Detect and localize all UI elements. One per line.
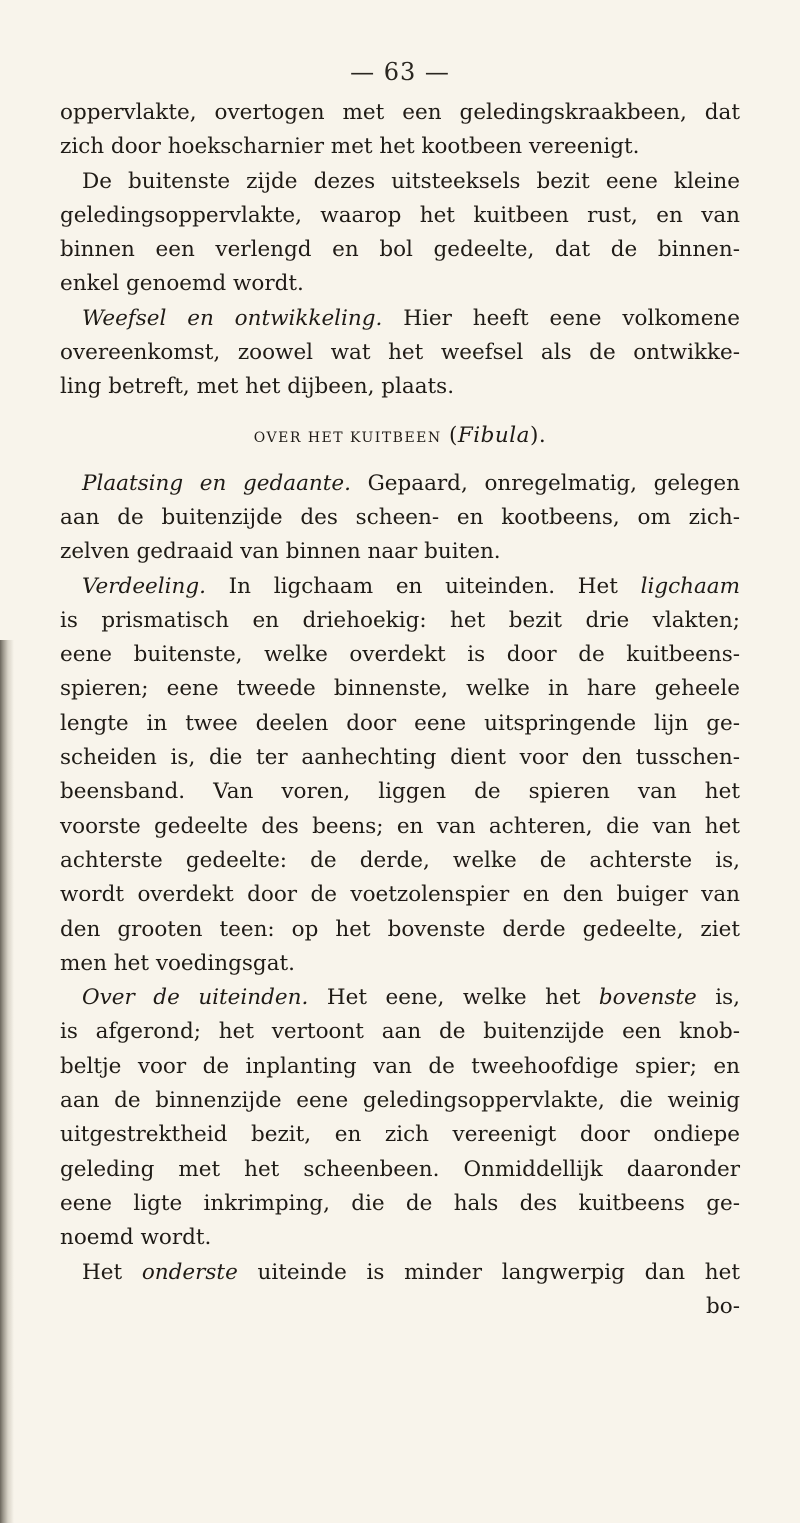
text-line: is afgerond; het vertoont aan de buitenzijde een knob-	[60, 1019, 740, 1045]
text-line	[60, 467, 740, 501]
text-line: De buitenste zijde dezes uitsteeksels bezit eene kleine	[82, 168, 740, 194]
text-run: Het	[82, 1259, 142, 1285]
page-gutter-shadow	[0, 640, 14, 1523]
text-line: binnen een verlengd en bol gedeelte, dat de binnen-	[60, 237, 740, 263]
italic-run: Verdeeling.	[82, 573, 206, 599]
text-line: is prismatisch en driehoekig: het bezit drie vlakten;	[60, 607, 740, 633]
text-line: oppervlakte, overtogen met een geledingskraakbeen, dat	[60, 100, 740, 125]
italic-run: Weefsel en ontwikkeling.	[82, 305, 383, 331]
italic-run: Over de uiteinden.	[82, 985, 309, 1011]
section-heading-label: OVER HET KUITBEEN	[253, 429, 442, 446]
text-run: is,	[696, 985, 741, 1011]
text-line: lengte in twee deelen door eene uitspringende lijn ge-	[60, 710, 740, 736]
italic-run: onderste	[141, 1259, 238, 1285]
text-line: scheiden is, die ter aanhechting dient voor den tusschen-	[60, 745, 740, 771]
text-run: Het eene, welke het	[308, 985, 599, 1011]
text-line: beltje voor de inplanting van de tweehoofdige spier; en	[60, 1053, 740, 1079]
text-run: In ligchaam en uiteinden. Het	[205, 573, 641, 599]
paragraph-block-1	[60, 96, 740, 405]
italic-run: bovenste	[598, 985, 697, 1011]
text-line: zich door hoekscharnier met het kootbeen vereenigt.	[60, 134, 640, 160]
italic-run: Plaatsing en gedaante.	[82, 470, 351, 496]
italic-run: ligchaam	[640, 573, 740, 599]
text-line: spieren; eene tweede binnenste, welke in hare geheele	[60, 676, 740, 702]
page-number: — 63 —	[350, 58, 450, 86]
paragraph-block-2	[60, 467, 740, 1290]
text-line: eene ligte inkrimping, die de hals des kuitbeens ge-	[60, 1190, 740, 1216]
text-run: uiteinde is minder langwerpig dan het	[237, 1259, 740, 1285]
text-line: eene buitenste, welke overdekt is door de kuitbeens-	[60, 642, 740, 668]
section-heading-paren-open: (	[448, 422, 458, 448]
text-line: overeenkomst, zoowel wat het weefsel als de ontwikke-	[60, 340, 740, 366]
text-line: aan de binnenzijde eene geledingsoppervlakte, die weinig	[60, 1088, 740, 1114]
body-text	[60, 96, 740, 1324]
text-line	[60, 1256, 740, 1290]
text-line: achterste gedeelte: de derde, welke de achterste is,	[60, 847, 740, 873]
text-line	[60, 981, 740, 1015]
section-heading	[60, 405, 740, 467]
text-run: Hier heeft eene volkomene	[382, 305, 740, 331]
text-line: voorste gedeelte des beens; en van achteren, die van het	[60, 813, 740, 839]
text-line	[60, 302, 740, 336]
section-heading-latin: Fibula	[457, 422, 530, 448]
text-line: geledingsoppervlakte, waarop het kuitbeen rust, en van	[60, 202, 740, 228]
text-line	[60, 570, 740, 604]
text-line: zelven gedraaid van binnen naar buiten.	[60, 539, 501, 565]
text-line: aan de buitenzijde des scheen- en kootbeens, om zich-	[60, 504, 740, 530]
catchword: bo-	[706, 1293, 740, 1319]
text-line: uitgestrektheid bezit, en zich vereenigt door ondiepe	[60, 1122, 740, 1148]
text-line: noemd wordt.	[60, 1225, 212, 1251]
text-line: men het voedingsgat.	[60, 950, 295, 976]
text-line: beensband. Van voren, liggen de spieren van het	[60, 779, 740, 805]
section-heading-paren-close: ).	[529, 422, 547, 448]
text-run: Gepaard, onregelmatig, gelegen	[350, 470, 740, 496]
text-line: geleding met het scheenbeen. Onmiddellijk daaronder	[60, 1156, 740, 1182]
text-line: wordt overdekt door de voetzolenspier en den buiger van	[60, 882, 740, 908]
text-line: ling betreft, met het dijbeen, plaats.	[60, 374, 455, 400]
text-line: enkel genoemd wordt.	[60, 271, 304, 297]
text-line: den grooten teen: op het bovenste derde gedeelte, ziet	[60, 916, 740, 942]
